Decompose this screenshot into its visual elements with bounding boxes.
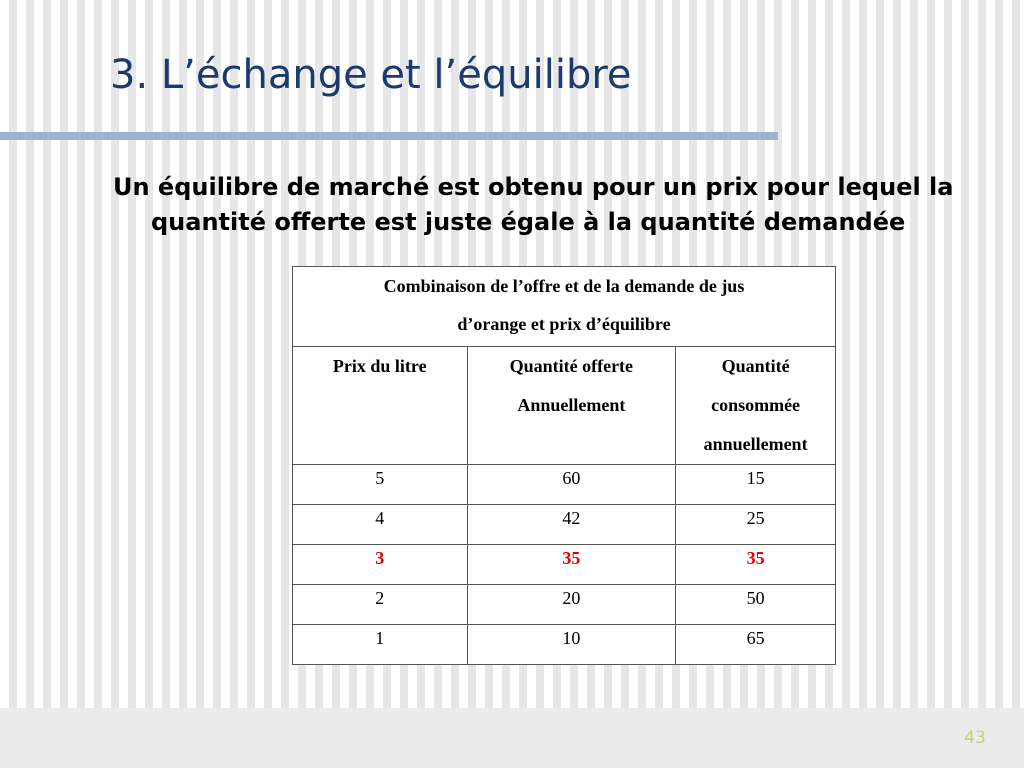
cell-price: 1 — [293, 625, 468, 665]
header-price — [293, 347, 468, 465]
table-row — [293, 585, 836, 625]
equilibrium-table — [292, 266, 836, 665]
slide-title: 3. L’échange et l’équilibre — [110, 52, 632, 98]
header-price-line-1: Prix du litre — [332, 356, 427, 376]
table-row — [293, 465, 836, 505]
header-offered-line-1: Quantité offerte — [509, 356, 634, 376]
cell-consumed: 35 — [676, 545, 836, 585]
table-row-equilibrium — [293, 545, 836, 585]
cell-price: 2 — [293, 585, 468, 625]
footer-strip — [0, 708, 1024, 768]
cell-offered: 60 — [467, 465, 676, 505]
table-caption-row — [293, 267, 836, 347]
title-underline — [0, 132, 778, 140]
cell-consumed: 15 — [676, 465, 836, 505]
cell-consumed: 50 — [676, 585, 836, 625]
header-consumed-line-2: consommée — [711, 395, 801, 415]
table-caption-line-1: Combinaison de l’offre et de la demande de jus — [383, 276, 745, 296]
table-caption — [293, 267, 836, 347]
header-quantity-consumed — [676, 347, 836, 465]
header-offered-line-2: Annuellement — [517, 395, 626, 415]
cell-consumed: 65 — [676, 625, 836, 665]
table-row — [293, 625, 836, 665]
cell-offered: 35 — [467, 545, 676, 585]
cell-consumed: 25 — [676, 505, 836, 545]
cell-price: 5 — [293, 465, 468, 505]
cell-offered: 20 — [467, 585, 676, 625]
table-caption-line-2: d’orange et prix d’équilibre — [457, 314, 671, 334]
table-header-row — [293, 347, 836, 465]
table-row — [293, 505, 836, 545]
header-consumed-line-3: annuellement — [703, 434, 808, 454]
cell-price: 4 — [293, 505, 468, 545]
cell-price: 3 — [293, 545, 468, 585]
header-quantity-offered — [467, 347, 676, 465]
bullet-text: Un équilibre de marché est obtenu pour un prix pour lequel la quantité offerte est juste égale à la quantité demandée — [113, 173, 954, 236]
cell-offered: 10 — [467, 625, 676, 665]
cell-offered: 42 — [467, 505, 676, 545]
header-consumed-line-1: Quantité — [721, 356, 790, 376]
page-number: 43 — [964, 728, 986, 748]
